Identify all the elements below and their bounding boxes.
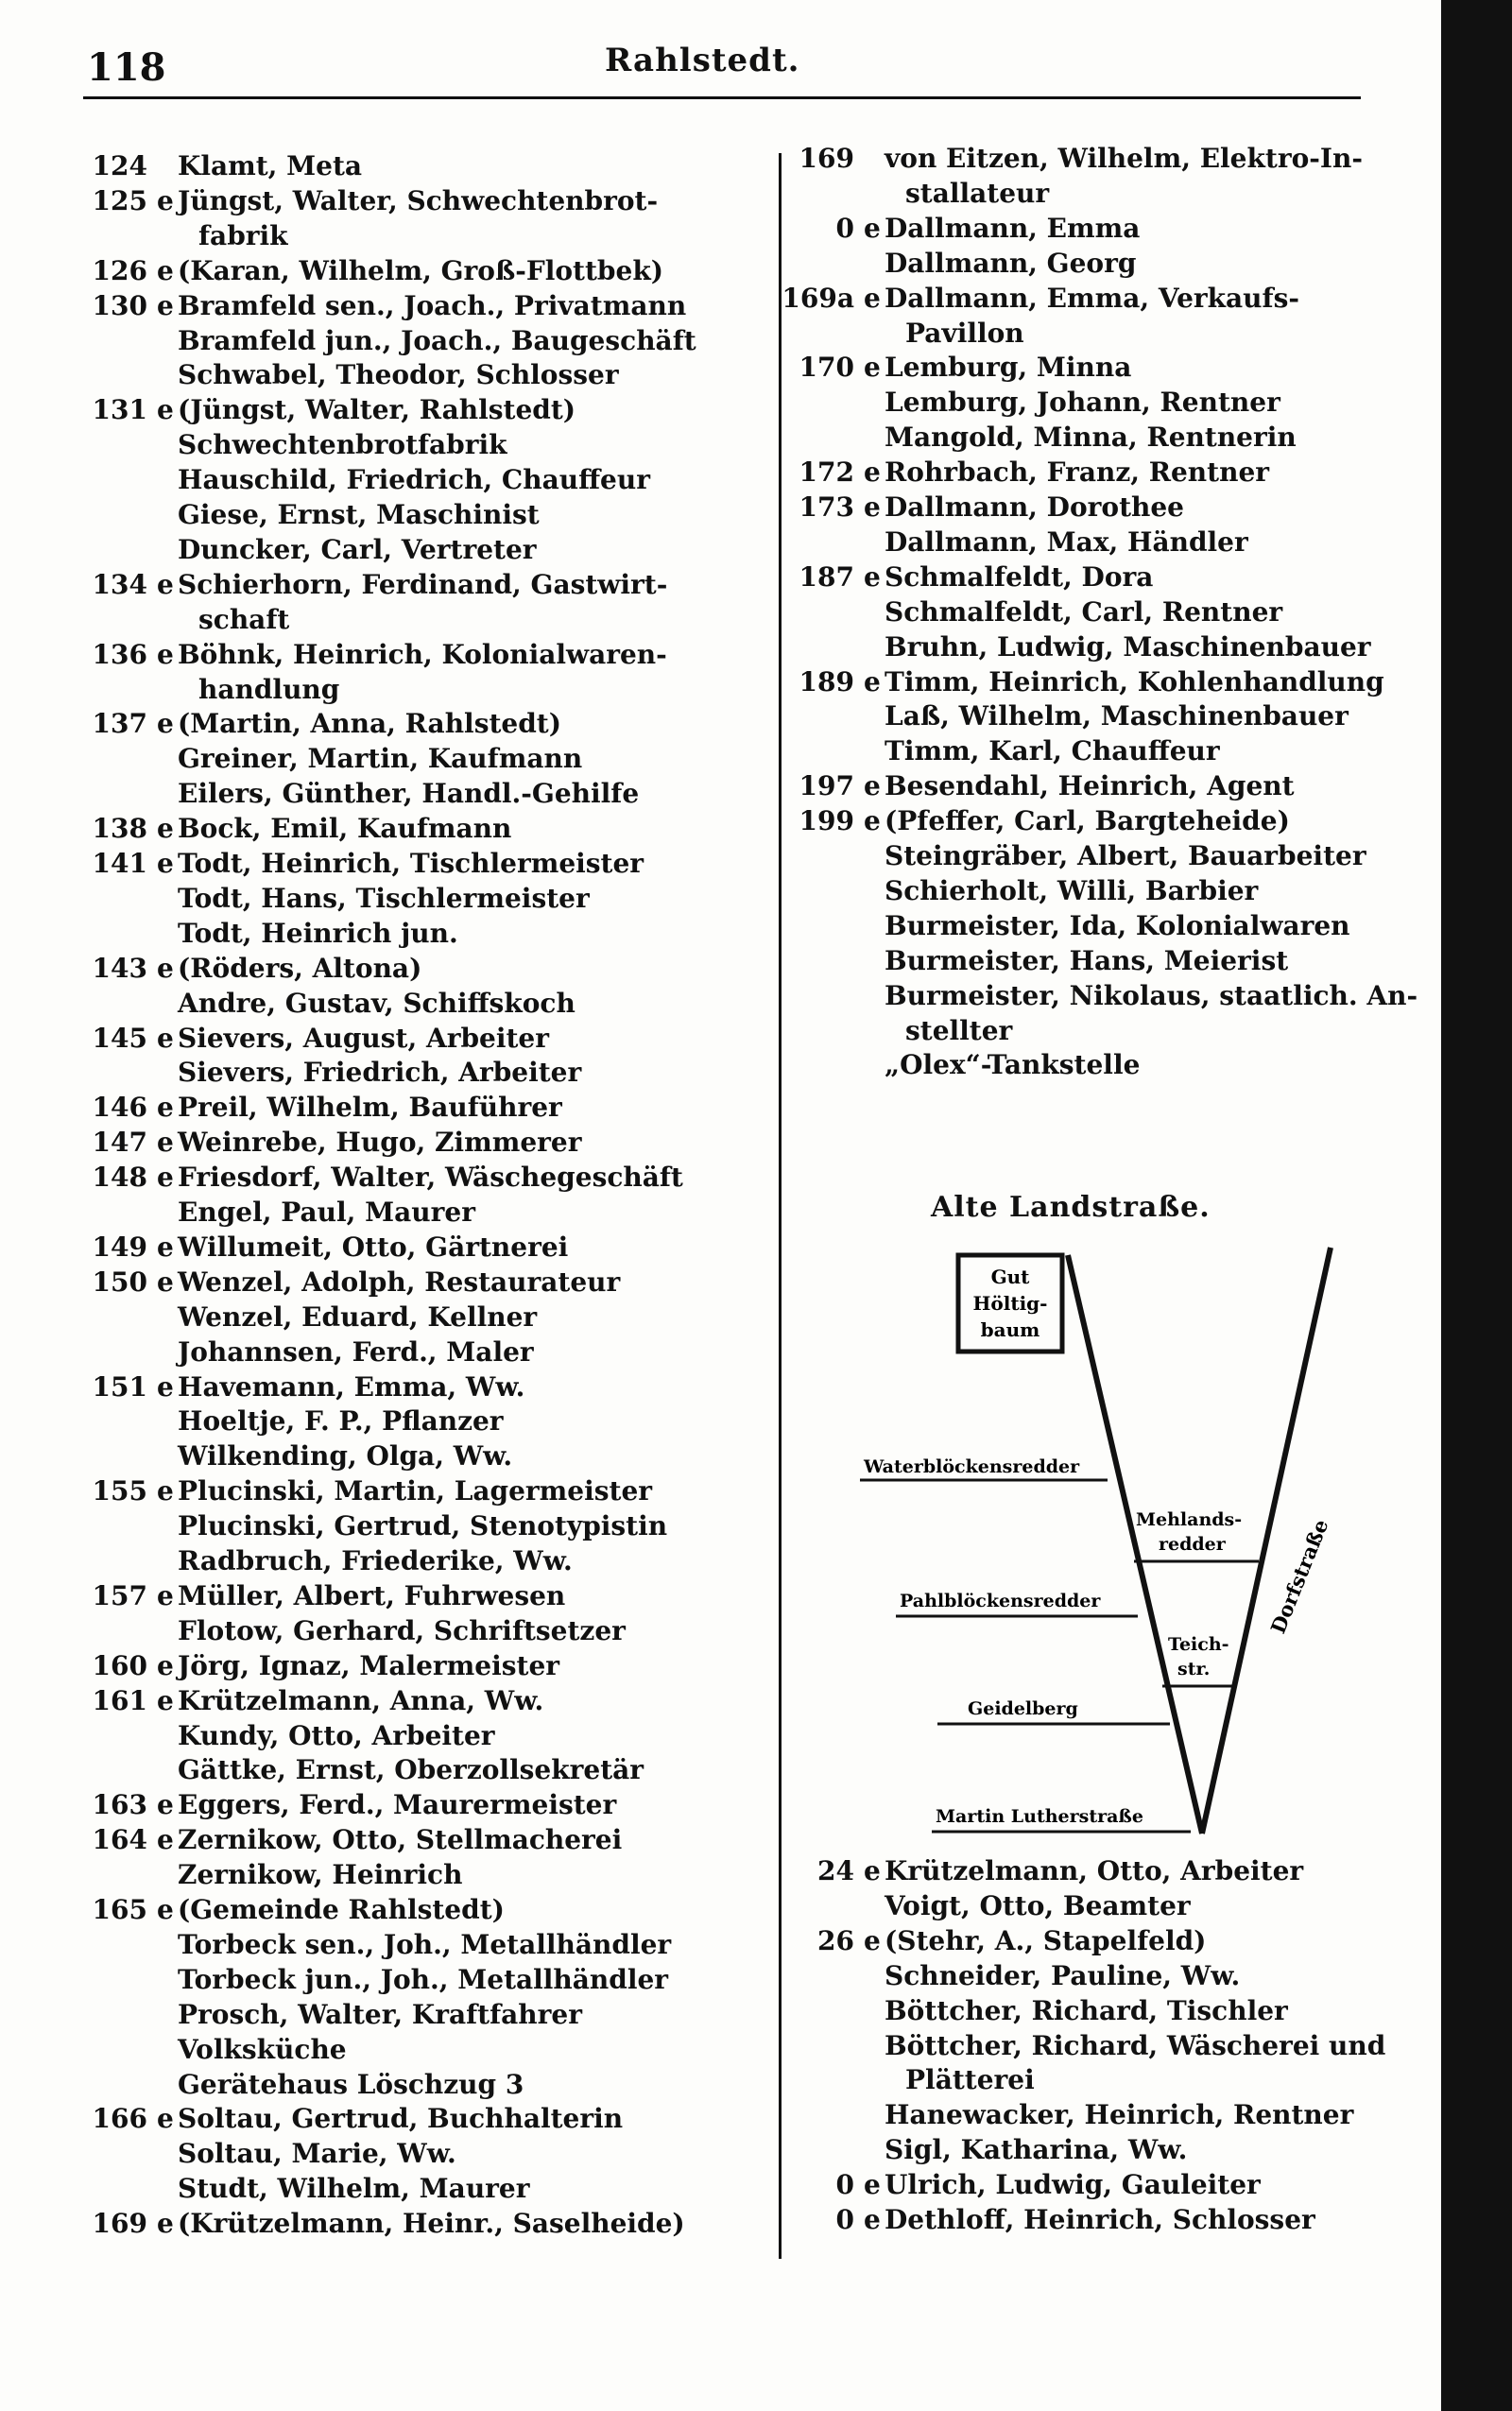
directory-entry (87, 1928, 748, 1963)
directory-entry (87, 1300, 748, 1335)
owner-mark: e (157, 708, 174, 740)
house-number: 160 (92, 1649, 147, 1681)
resident-text: Böttcher, Richard, Wäscherei und (885, 2029, 1386, 2061)
resident-text: Schwechtenbrotfabrik (178, 429, 507, 461)
directory-entry (756, 317, 1418, 352)
owner-mark: e (864, 352, 881, 384)
resident-text: Schwabel, Theodor, Schlosser (178, 359, 619, 391)
house-number: 130 (92, 289, 147, 321)
directory-entry (87, 2033, 748, 2068)
directory-entry (87, 2207, 748, 2242)
directory-entry (87, 603, 748, 638)
directory-entry (87, 219, 748, 254)
directory-entry (87, 1439, 748, 1474)
directory-entry (87, 1858, 748, 1893)
resident-text: Schmalfeldt, Dora (885, 560, 1154, 593)
directory-entry (87, 707, 748, 742)
house-number: 172 (799, 456, 854, 489)
resident-text: Sigl, Katharina, Ww. (885, 2134, 1188, 2166)
directory-entry (87, 1823, 748, 1858)
house-number: 131 (92, 394, 147, 426)
resident-text: Greiner, Martin, Kaufmann (178, 743, 583, 775)
label-waterbloeckensredder: Waterblöckensredder (864, 1456, 1080, 1477)
owner-mark: e (157, 813, 174, 845)
directory-entry (756, 177, 1418, 212)
directory-entry (756, 525, 1418, 560)
directory-entry (87, 1998, 748, 2033)
house-number: 161 (92, 1684, 147, 1716)
owner-mark: e (864, 212, 881, 244)
directory-entry (87, 1649, 748, 1684)
label-mehlands-2: redder (1159, 1534, 1226, 1555)
owner-mark: e (157, 1162, 174, 1194)
house-number: 157 (92, 1579, 147, 1611)
house-number: 26 (817, 1924, 854, 1956)
directory-entry (756, 1854, 1418, 1889)
house-number: 163 (92, 1789, 147, 1821)
resident-text: (Stehr, A., Stapelfeld) (885, 1924, 1207, 1956)
house-number: 165 (92, 1894, 147, 1925)
resident-text: stellter (905, 1014, 1013, 1046)
directory-entry (87, 987, 748, 1022)
resident-text: Schneider, Pauline, Ww. (885, 1959, 1241, 1991)
directory-entry (87, 568, 748, 603)
owner-mark: e (864, 1924, 881, 1956)
directory-entry (87, 428, 748, 463)
house-number: 151 (92, 1370, 147, 1403)
resident-text: Havemann, Emma, Ww. (178, 1370, 525, 1403)
resident-text: Burmeister, Hans, Meierist (885, 944, 1289, 976)
directory-entry (87, 1196, 748, 1231)
owner-mark: e (157, 1824, 174, 1856)
resident-text: Studt, Wilhelm, Maurer (178, 2173, 530, 2205)
owner-mark: e (157, 1894, 174, 1925)
house-number: 0 (835, 2169, 854, 2201)
directory-entry (87, 1126, 748, 1161)
directory-entry (87, 1544, 748, 1579)
directory-entry (87, 1474, 748, 1509)
resident-text: handlung (198, 673, 340, 705)
owner-mark: e (157, 1127, 174, 1159)
directory-entry (756, 2133, 1418, 2168)
resident-text: Giese, Ernst, Maschinist (178, 499, 540, 530)
house-number: 124 (92, 150, 147, 181)
directory-entry (87, 1404, 748, 1439)
resident-text: Kundy, Otto, Arbeiter (178, 1719, 495, 1751)
resident-text: Bock, Emil, Kaufmann (178, 813, 512, 845)
resident-text: Hoeltje, F. P., Pflanzer (178, 1405, 504, 1438)
owner-mark: e (864, 282, 881, 314)
directory-entry (87, 498, 748, 533)
resident-text: Lemburg, Minna (885, 352, 1132, 384)
house-number: 170 (799, 352, 854, 384)
directory-entry (756, 804, 1418, 839)
running-head: Rahlstedt. (605, 42, 800, 79)
resident-text: Krützelmann, Otto, Arbeiter (885, 1855, 1304, 1886)
resident-text: (Jüngst, Walter, Rahlstedt) (178, 394, 576, 426)
directory-entry (87, 1719, 748, 1754)
owner-mark: e (157, 1092, 174, 1124)
resident-text: Dallmann, Max, Händler (885, 525, 1248, 558)
owner-mark: e (157, 952, 174, 984)
resident-text: Jörg, Ignaz, Malermeister (178, 1649, 560, 1681)
directory-entry (756, 699, 1418, 734)
directory-entry (87, 673, 748, 708)
directory-entry (87, 1893, 748, 1928)
resident-text: Eilers, Günther, Handl.-Gehilfe (178, 778, 640, 810)
owner-mark: e (864, 805, 881, 837)
directory-entry (756, 1994, 1418, 2029)
street-map (850, 1229, 1380, 1852)
resident-text: Böttcher, Richard, Tischler (885, 1994, 1288, 2026)
directory-entry (87, 1684, 748, 1719)
house-number: 137 (92, 708, 147, 740)
owner-mark: e (157, 254, 174, 286)
owner-mark: e (157, 1266, 174, 1298)
directory-entry (87, 917, 748, 952)
page-edge-shadow (1441, 0, 1512, 2411)
resident-text: Krützelmann, Anna, Ww. (178, 1684, 544, 1716)
owner-mark: e (157, 1684, 174, 1716)
directory-entry (87, 1579, 748, 1614)
house-number: 136 (92, 638, 147, 670)
directory-entry (87, 1963, 748, 1998)
resident-text: Engel, Paul, Maurer (178, 1197, 475, 1228)
resident-text: Wilkending, Olga, Ww. (178, 1440, 513, 1472)
directory-entry (87, 812, 748, 847)
house-number: 173 (799, 491, 854, 523)
directory-entry (87, 638, 748, 673)
house-number: 169 (799, 143, 854, 174)
owner-mark: e (157, 394, 174, 426)
label-teich-1: Teich- (1168, 1634, 1229, 1655)
resident-text: „Olex“-Tankstelle (885, 1049, 1141, 1081)
directory-entry (756, 2098, 1418, 2133)
owner-mark: e (864, 770, 881, 802)
directory-entry (87, 742, 748, 777)
directory-entry (756, 1889, 1418, 1924)
directory-entry (87, 1370, 748, 1405)
directory-entry (756, 2029, 1418, 2064)
resident-text: Pavillon (905, 317, 1024, 349)
owner-mark: e (157, 289, 174, 321)
header-rule (83, 96, 1361, 99)
house-number: 169a (782, 282, 854, 314)
label-teich-2: str. (1177, 1659, 1211, 1679)
resident-text: Dethloff, Heinrich, Schlosser (885, 2204, 1315, 2235)
resident-text: Dallmann, Georg (885, 247, 1137, 279)
resident-text: Andre, Gustav, Schiffskoch (178, 987, 576, 1019)
owner-mark: e (157, 1370, 174, 1403)
resident-text: Volksküche (178, 2033, 347, 2065)
owner-mark: e (157, 184, 174, 216)
house-number: 143 (92, 952, 147, 984)
house-number: 0 (835, 2204, 854, 2235)
resident-text: Böhnk, Heinrich, Kolonialwaren- (178, 638, 667, 670)
resident-text: Klamt, Meta (178, 150, 363, 181)
house-number: 199 (799, 805, 854, 837)
directory-entry (87, 1753, 748, 1788)
directory-entry (756, 351, 1418, 386)
directory-entry (87, 2102, 748, 2137)
house-number: 197 (799, 770, 854, 802)
map-title: Alte Landstraße. (931, 1191, 1211, 1224)
resident-text: Timm, Karl, Chauffeur (885, 735, 1220, 767)
directory-entry (756, 560, 1418, 595)
house-number: 169 (92, 2208, 147, 2240)
resident-text: Zernikow, Otto, Stellmacherei (178, 1824, 623, 1856)
house-number: 164 (92, 1824, 147, 1856)
owner-mark: e (157, 1649, 174, 1681)
resident-text: Todt, Heinrich, Tischlermeister (178, 848, 644, 879)
directory-entry (756, 142, 1418, 177)
directory-entry (87, 1161, 748, 1196)
resident-text: Flotow, Gerhard, Schriftsetzer (178, 1614, 626, 1646)
resident-text: (Karan, Wilhelm, Groß-Flottbek) (178, 254, 663, 286)
resident-text: Mangold, Minna, Rentnerin (885, 422, 1297, 454)
resident-text: (Krützelmann, Heinr., Saselheide) (178, 2208, 685, 2240)
house-number: 148 (92, 1162, 147, 1194)
owner-mark: e (157, 568, 174, 600)
owner-mark: e (157, 1789, 174, 1821)
resident-text: Preil, Wilhelm, Bauführer (178, 1092, 562, 1124)
resident-text: Schmalfeldt, Carl, Rentner (885, 595, 1283, 628)
directory-entry (87, 1231, 748, 1266)
page-number: 118 (87, 45, 166, 90)
resident-text: Plucinski, Gertrud, Stenotypistin (178, 1510, 668, 1542)
resident-text: Eggers, Ferd., Maurermeister (178, 1789, 617, 1821)
directory-entry (87, 1056, 748, 1091)
directory-entry (87, 254, 748, 289)
directory-entry (756, 944, 1418, 979)
directory-entry (756, 386, 1418, 421)
owner-mark: e (864, 560, 881, 593)
directory-entry (756, 979, 1418, 1014)
house-number: 134 (92, 568, 147, 600)
directory-entry (87, 1788, 748, 1823)
directory-entry (87, 1509, 748, 1544)
directory-entry (756, 1014, 1418, 1049)
owner-mark: e (157, 1022, 174, 1054)
resident-text: Torbeck jun., Joh., Metallhändler (178, 1963, 669, 1995)
resident-text: Plätterei (905, 2064, 1035, 2096)
box-label-line-3: baum (980, 1318, 1040, 1341)
directory-entry (87, 1614, 748, 1649)
directory-entry (756, 909, 1418, 944)
house-number: 187 (799, 560, 854, 593)
directory-entry (756, 2063, 1418, 2098)
directory-entry (87, 324, 748, 359)
directory-entry (87, 1266, 748, 1300)
resident-text: Gerätehaus Löschzug 3 (178, 2068, 524, 2100)
owner-mark: e (864, 2204, 881, 2235)
resident-text: Plucinski, Martin, Lagermeister (178, 1475, 653, 1507)
resident-text: Bruhn, Ludwig, Maschinenbauer (885, 630, 1371, 663)
resident-text: Zernikow, Heinrich (178, 1859, 463, 1891)
directory-entry (87, 149, 748, 184)
owner-mark: e (864, 2169, 881, 2201)
resident-text: Willumeit, Otto, Gärtnerei (178, 1231, 569, 1263)
directory-entry (756, 839, 1418, 874)
directory-entry (87, 289, 748, 324)
resident-text: Lemburg, Johann, Rentner (885, 387, 1280, 419)
directory-entry (87, 1091, 748, 1126)
directory-entry (87, 463, 748, 498)
house-number: 189 (799, 665, 854, 697)
label-dorfstrasse: Dorfstraße (1265, 1515, 1333, 1637)
directory-entry (756, 491, 1418, 525)
resident-text: Soltau, Marie, Ww. (178, 2138, 456, 2170)
resident-text: Prosch, Walter, Kraftfahrer (178, 1998, 582, 2030)
resident-text: Voigt, Otto, Beamter (885, 1889, 1191, 1921)
directory-entry (756, 456, 1418, 491)
resident-text: Schierholt, Willi, Barbier (885, 874, 1259, 906)
house-number: 0 (835, 212, 854, 244)
label-mehlands-1: Mehlands- (1136, 1509, 1243, 1530)
directory-entry (756, 769, 1418, 804)
resident-text: Gättke, Ernst, Oberzollsekretär (178, 1754, 644, 1786)
resident-text: Bramfeld jun., Joach., Baugeschäft (178, 324, 696, 356)
box-label-line-2: Höltig- (972, 1292, 1048, 1315)
resident-text: fabrik (198, 219, 288, 251)
resident-text: Radbruch, Friederike, Ww. (178, 1545, 573, 1576)
owner-mark: e (864, 665, 881, 697)
house-number: 141 (92, 848, 147, 879)
resident-text: Laß, Wilhelm, Maschinenbauer (885, 700, 1349, 732)
directory-entry (87, 393, 748, 428)
directory-entry (756, 630, 1418, 665)
house-number: 126 (92, 254, 147, 286)
house-number: 146 (92, 1092, 147, 1124)
directory-entry (87, 882, 748, 917)
resident-text: Burmeister, Ida, Kolonialwaren (885, 909, 1350, 941)
resident-text: Timm, Heinrich, Kohlenhandlung (885, 665, 1384, 697)
resident-text: Todt, Heinrich jun. (178, 917, 458, 949)
directory-entry (756, 1048, 1418, 1083)
directory-entry (87, 1022, 748, 1057)
owner-mark: e (864, 491, 881, 523)
owner-mark: e (157, 1579, 174, 1611)
resident-text: Steingräber, Albert, Bauarbeiter (885, 840, 1366, 871)
resident-text: (Gemeinde Rahlstedt) (178, 1894, 505, 1925)
directory-entry (87, 777, 748, 812)
resident-text: Torbeck sen., Joh., Metallhändler (178, 1928, 672, 1960)
house-number: 166 (92, 2103, 147, 2135)
resident-text: (Pfeffer, Carl, Bargteheide) (885, 805, 1290, 837)
directory-entry (87, 358, 748, 393)
directory-entry (87, 2172, 748, 2207)
resident-text: Hauschild, Friedrich, Chauffeur (178, 464, 650, 496)
directory-entry (756, 2203, 1418, 2238)
resident-text: Friesdorf, Walter, Wäschegeschäft (178, 1162, 683, 1194)
resident-text: Müller, Albert, Fuhrwesen (178, 1579, 566, 1611)
resident-text: Schierhorn, Ferdinand, Gastwirt- (178, 568, 668, 600)
resident-text: von Eitzen, Wilhelm, Elektro-In- (885, 143, 1363, 174)
owner-mark: e (157, 638, 174, 670)
owner-mark: e (157, 1475, 174, 1507)
house-number: 149 (92, 1231, 147, 1263)
directory-entry (87, 952, 748, 987)
directory-entry (87, 533, 748, 568)
directory-entry (87, 184, 748, 219)
resident-text: Duncker, Carl, Vertreter (178, 533, 537, 565)
house-number: 145 (92, 1022, 147, 1054)
resident-text: Todt, Hans, Tischlermeister (178, 882, 590, 914)
resident-text: schaft (198, 603, 290, 635)
house-number: 155 (92, 1475, 147, 1507)
resident-text: Jüngst, Walter, Schwechtenbrot- (178, 184, 659, 216)
resident-text: Sievers, Friedrich, Arbeiter (178, 1057, 582, 1089)
box-label-line-1: Gut (990, 1266, 1030, 1288)
house-number: 24 (817, 1855, 854, 1886)
directory-entry (87, 2137, 748, 2172)
owner-mark: e (157, 2208, 174, 2240)
resident-text: stallateur (905, 177, 1050, 209)
directory-entry (756, 874, 1418, 909)
resident-text: Rohrbach, Franz, Rentner (885, 456, 1270, 489)
owner-mark: e (864, 1855, 881, 1886)
resident-text: Sievers, August, Arbeiter (178, 1022, 549, 1054)
house-number: 150 (92, 1266, 147, 1298)
owner-mark: e (157, 1231, 174, 1263)
directory-entry (87, 1335, 748, 1370)
directory-entry (756, 421, 1418, 456)
directory-entry (756, 212, 1418, 247)
resident-text: Dallmann, Dorothee (885, 491, 1184, 523)
directory-entry (87, 847, 748, 882)
resident-text: Hanewacker, Heinrich, Rentner (885, 2099, 1354, 2131)
resident-text: Wenzel, Adolph, Restaurateur (178, 1266, 621, 1298)
resident-text: Ulrich, Ludwig, Gauleiter (885, 2169, 1261, 2201)
house-number: 147 (92, 1127, 147, 1159)
label-pahlbloeckensredder: Pahlblöckensredder (900, 1591, 1101, 1611)
resident-text: Dallmann, Emma, Verkaufs- (885, 282, 1299, 314)
resident-text: Wenzel, Eduard, Kellner (178, 1300, 538, 1333)
directory-entry (756, 734, 1418, 769)
resident-text: (Röders, Altona) (178, 952, 422, 984)
owner-mark: e (157, 2103, 174, 2135)
resident-text: Besendahl, Heinrich, Agent (885, 770, 1295, 802)
resident-text: Weinrebe, Hugo, Zimmerer (178, 1127, 582, 1159)
resident-text: Soltau, Gertrud, Buchhalterin (178, 2103, 624, 2135)
resident-text: Burmeister, Nikolaus, staatlich. An- (885, 979, 1418, 1011)
directory-entry (756, 665, 1418, 700)
resident-text: Bramfeld sen., Joach., Privatmann (178, 289, 687, 321)
directory-entry (756, 282, 1418, 317)
directory-entry (756, 247, 1418, 282)
house-number: 138 (92, 813, 147, 845)
directory-entry (756, 1959, 1418, 1994)
resident-text: Johannsen, Ferd., Maler (178, 1335, 534, 1368)
owner-mark: e (864, 456, 881, 489)
resident-text: (Martin, Anna, Rahlstedt) (178, 708, 561, 740)
label-martin-lutherstrasse: Martin Lutherstraße (936, 1806, 1143, 1827)
directory-entry (756, 1924, 1418, 1959)
directory-entry (756, 2168, 1418, 2203)
directory-entry (756, 595, 1418, 630)
directory-entry (87, 2068, 748, 2103)
house-number: 125 (92, 184, 147, 216)
label-geidelberg: Geidelberg (968, 1698, 1078, 1719)
owner-mark: e (157, 848, 174, 879)
resident-text: Dallmann, Emma (885, 212, 1141, 244)
